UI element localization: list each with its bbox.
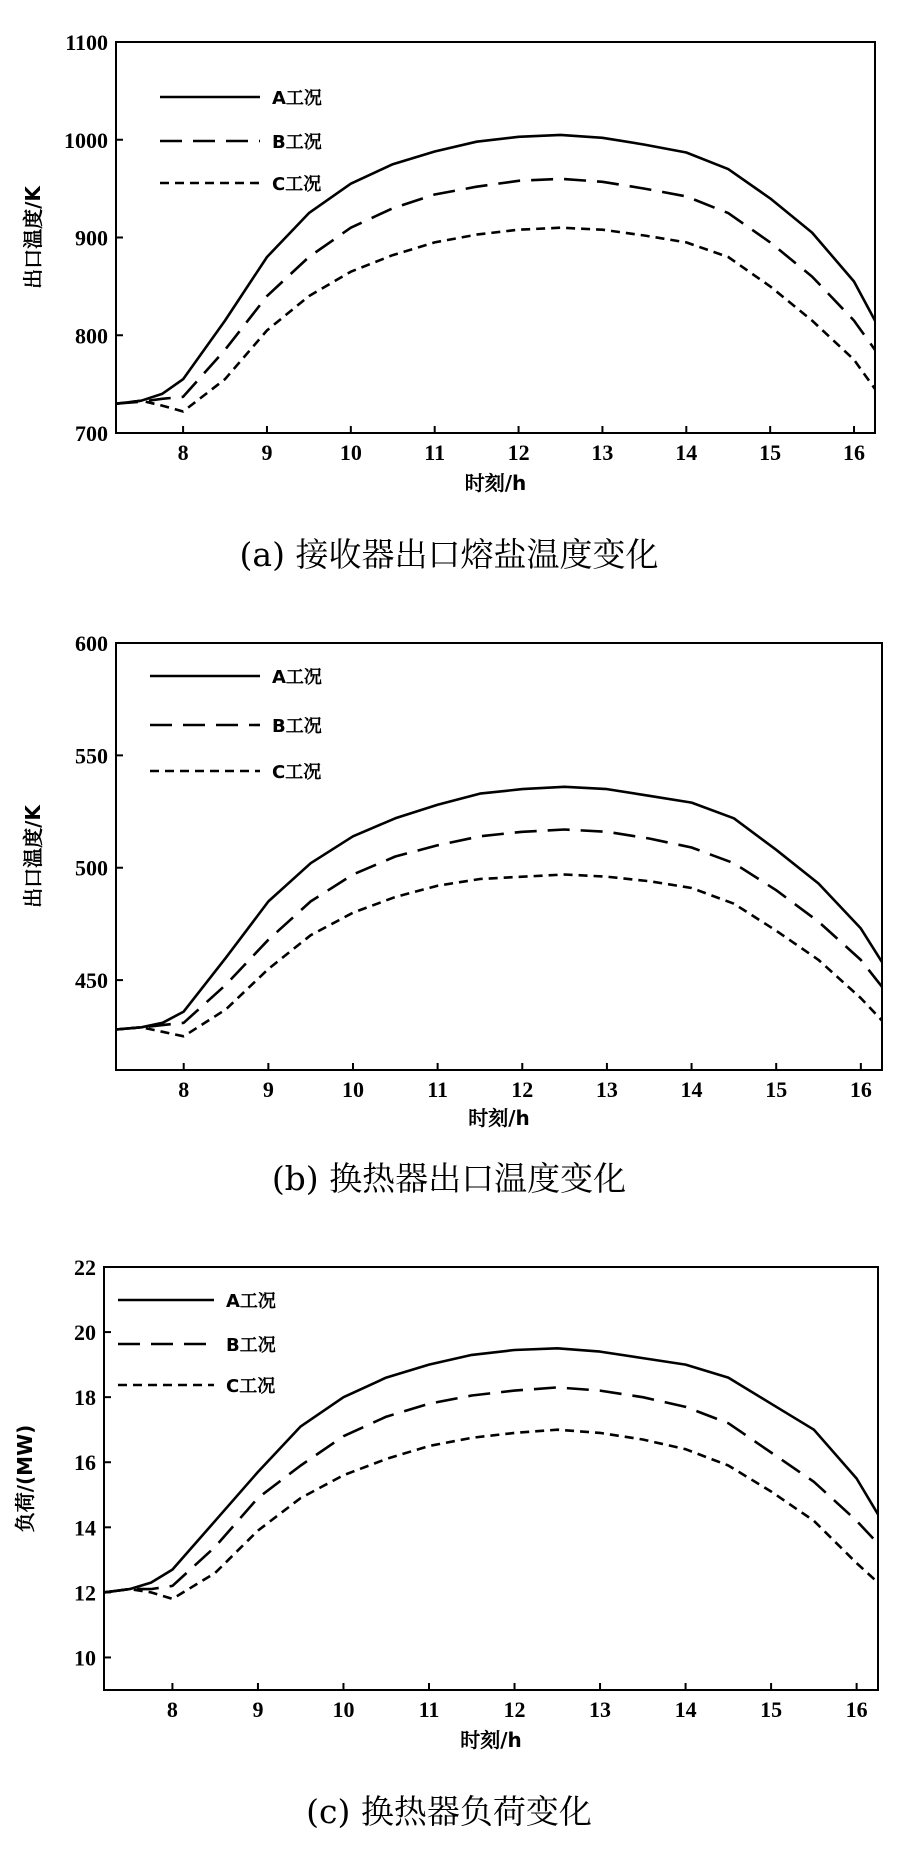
x-tick-label: 15 xyxy=(760,1697,783,1722)
y-tick-label: 1100 xyxy=(65,30,108,55)
legend-label: B工况 xyxy=(272,132,322,153)
x-tick-label: 8 xyxy=(166,1697,178,1722)
y-tick-label: 600 xyxy=(75,631,108,656)
chart-2 xyxy=(13,1255,878,1831)
x-tick-label: 9 xyxy=(252,1697,264,1722)
legend-label: A工况 xyxy=(272,667,322,688)
legend-label: A工况 xyxy=(272,88,322,109)
x-tick-label: 13 xyxy=(595,1077,618,1102)
chart-0 xyxy=(21,30,875,574)
y-tick-label: 22 xyxy=(74,1255,96,1280)
figure-caption: (a) 接收器出口熔盐温度变化 xyxy=(239,535,659,574)
x-tick-label: 16 xyxy=(843,440,866,465)
legend-label: C工况 xyxy=(272,174,322,195)
x-tick-label: 11 xyxy=(424,440,446,465)
x-tick-label: 10 xyxy=(332,1697,355,1722)
y-tick-label: 18 xyxy=(74,1385,96,1411)
figure-caption: (c) 换热器负荷变化 xyxy=(306,1792,592,1831)
x-tick-label: 15 xyxy=(759,440,782,465)
x-tick-label: 13 xyxy=(591,440,614,465)
series-line-b xyxy=(104,1387,878,1592)
series-line-a xyxy=(116,135,875,404)
plot-frame xyxy=(104,1267,878,1690)
x-tick-label: 12 xyxy=(503,1697,526,1722)
series-line-a xyxy=(116,787,882,1030)
y-tick-label: 450 xyxy=(75,968,108,994)
y-tick-label: 700 xyxy=(75,421,108,446)
y-axis-label: 出口温度/K xyxy=(21,186,45,289)
y-axis-label: 出口温度/K xyxy=(21,805,45,908)
y-tick-label: 10 xyxy=(74,1645,96,1671)
x-tick-label: 14 xyxy=(675,440,698,465)
y-tick-label: 14 xyxy=(74,1515,96,1541)
x-tick-label: 12 xyxy=(511,1077,534,1102)
x-tick-label: 9 xyxy=(262,1077,274,1102)
legend-label: A工况 xyxy=(226,1291,276,1312)
chart-1 xyxy=(21,631,882,1198)
legend-label: B工况 xyxy=(272,716,322,737)
figure-caption: (b) 换热器出口温度变化 xyxy=(271,1159,627,1198)
x-tick-label: 10 xyxy=(339,440,362,465)
legend-label: C工况 xyxy=(272,762,322,783)
y-tick-label: 550 xyxy=(75,743,108,769)
x-tick-label: 13 xyxy=(589,1697,612,1722)
y-tick-label: 1000 xyxy=(64,127,108,153)
x-tick-label: 10 xyxy=(341,1077,364,1102)
y-tick-label: 500 xyxy=(75,855,108,881)
x-axis-label: 时刻/h xyxy=(460,1728,522,1752)
legend-label: C工况 xyxy=(226,1376,276,1397)
y-tick-label: 800 xyxy=(75,323,108,349)
series-line-c xyxy=(116,875,882,1037)
y-tick-label: 16 xyxy=(74,1450,96,1476)
x-tick-label: 9 xyxy=(261,440,273,465)
y-tick-label: 12 xyxy=(74,1580,96,1606)
x-tick-label: 16 xyxy=(849,1077,872,1102)
x-tick-label: 14 xyxy=(680,1077,703,1102)
x-tick-label: 11 xyxy=(427,1077,449,1102)
x-tick-label: 15 xyxy=(765,1077,788,1102)
x-tick-label: 12 xyxy=(507,440,530,465)
x-tick-label: 16 xyxy=(845,1697,868,1722)
series-line-a xyxy=(104,1348,878,1592)
series-line-b xyxy=(116,830,882,1030)
series-line-c xyxy=(116,228,875,412)
y-tick-label: 900 xyxy=(75,225,108,251)
x-tick-label: 8 xyxy=(177,440,189,465)
x-tick-label: 8 xyxy=(178,1077,190,1102)
y-axis-label: 负荷/(MW) xyxy=(13,1424,37,1533)
x-axis-label: 时刻/h xyxy=(468,1106,530,1130)
x-tick-label: 11 xyxy=(418,1697,440,1722)
y-tick-label: 20 xyxy=(74,1320,96,1346)
series-line-b xyxy=(116,179,875,404)
x-tick-label: 14 xyxy=(674,1697,697,1722)
legend-label: B工况 xyxy=(226,1335,276,1356)
x-axis-label: 时刻/h xyxy=(464,471,527,495)
